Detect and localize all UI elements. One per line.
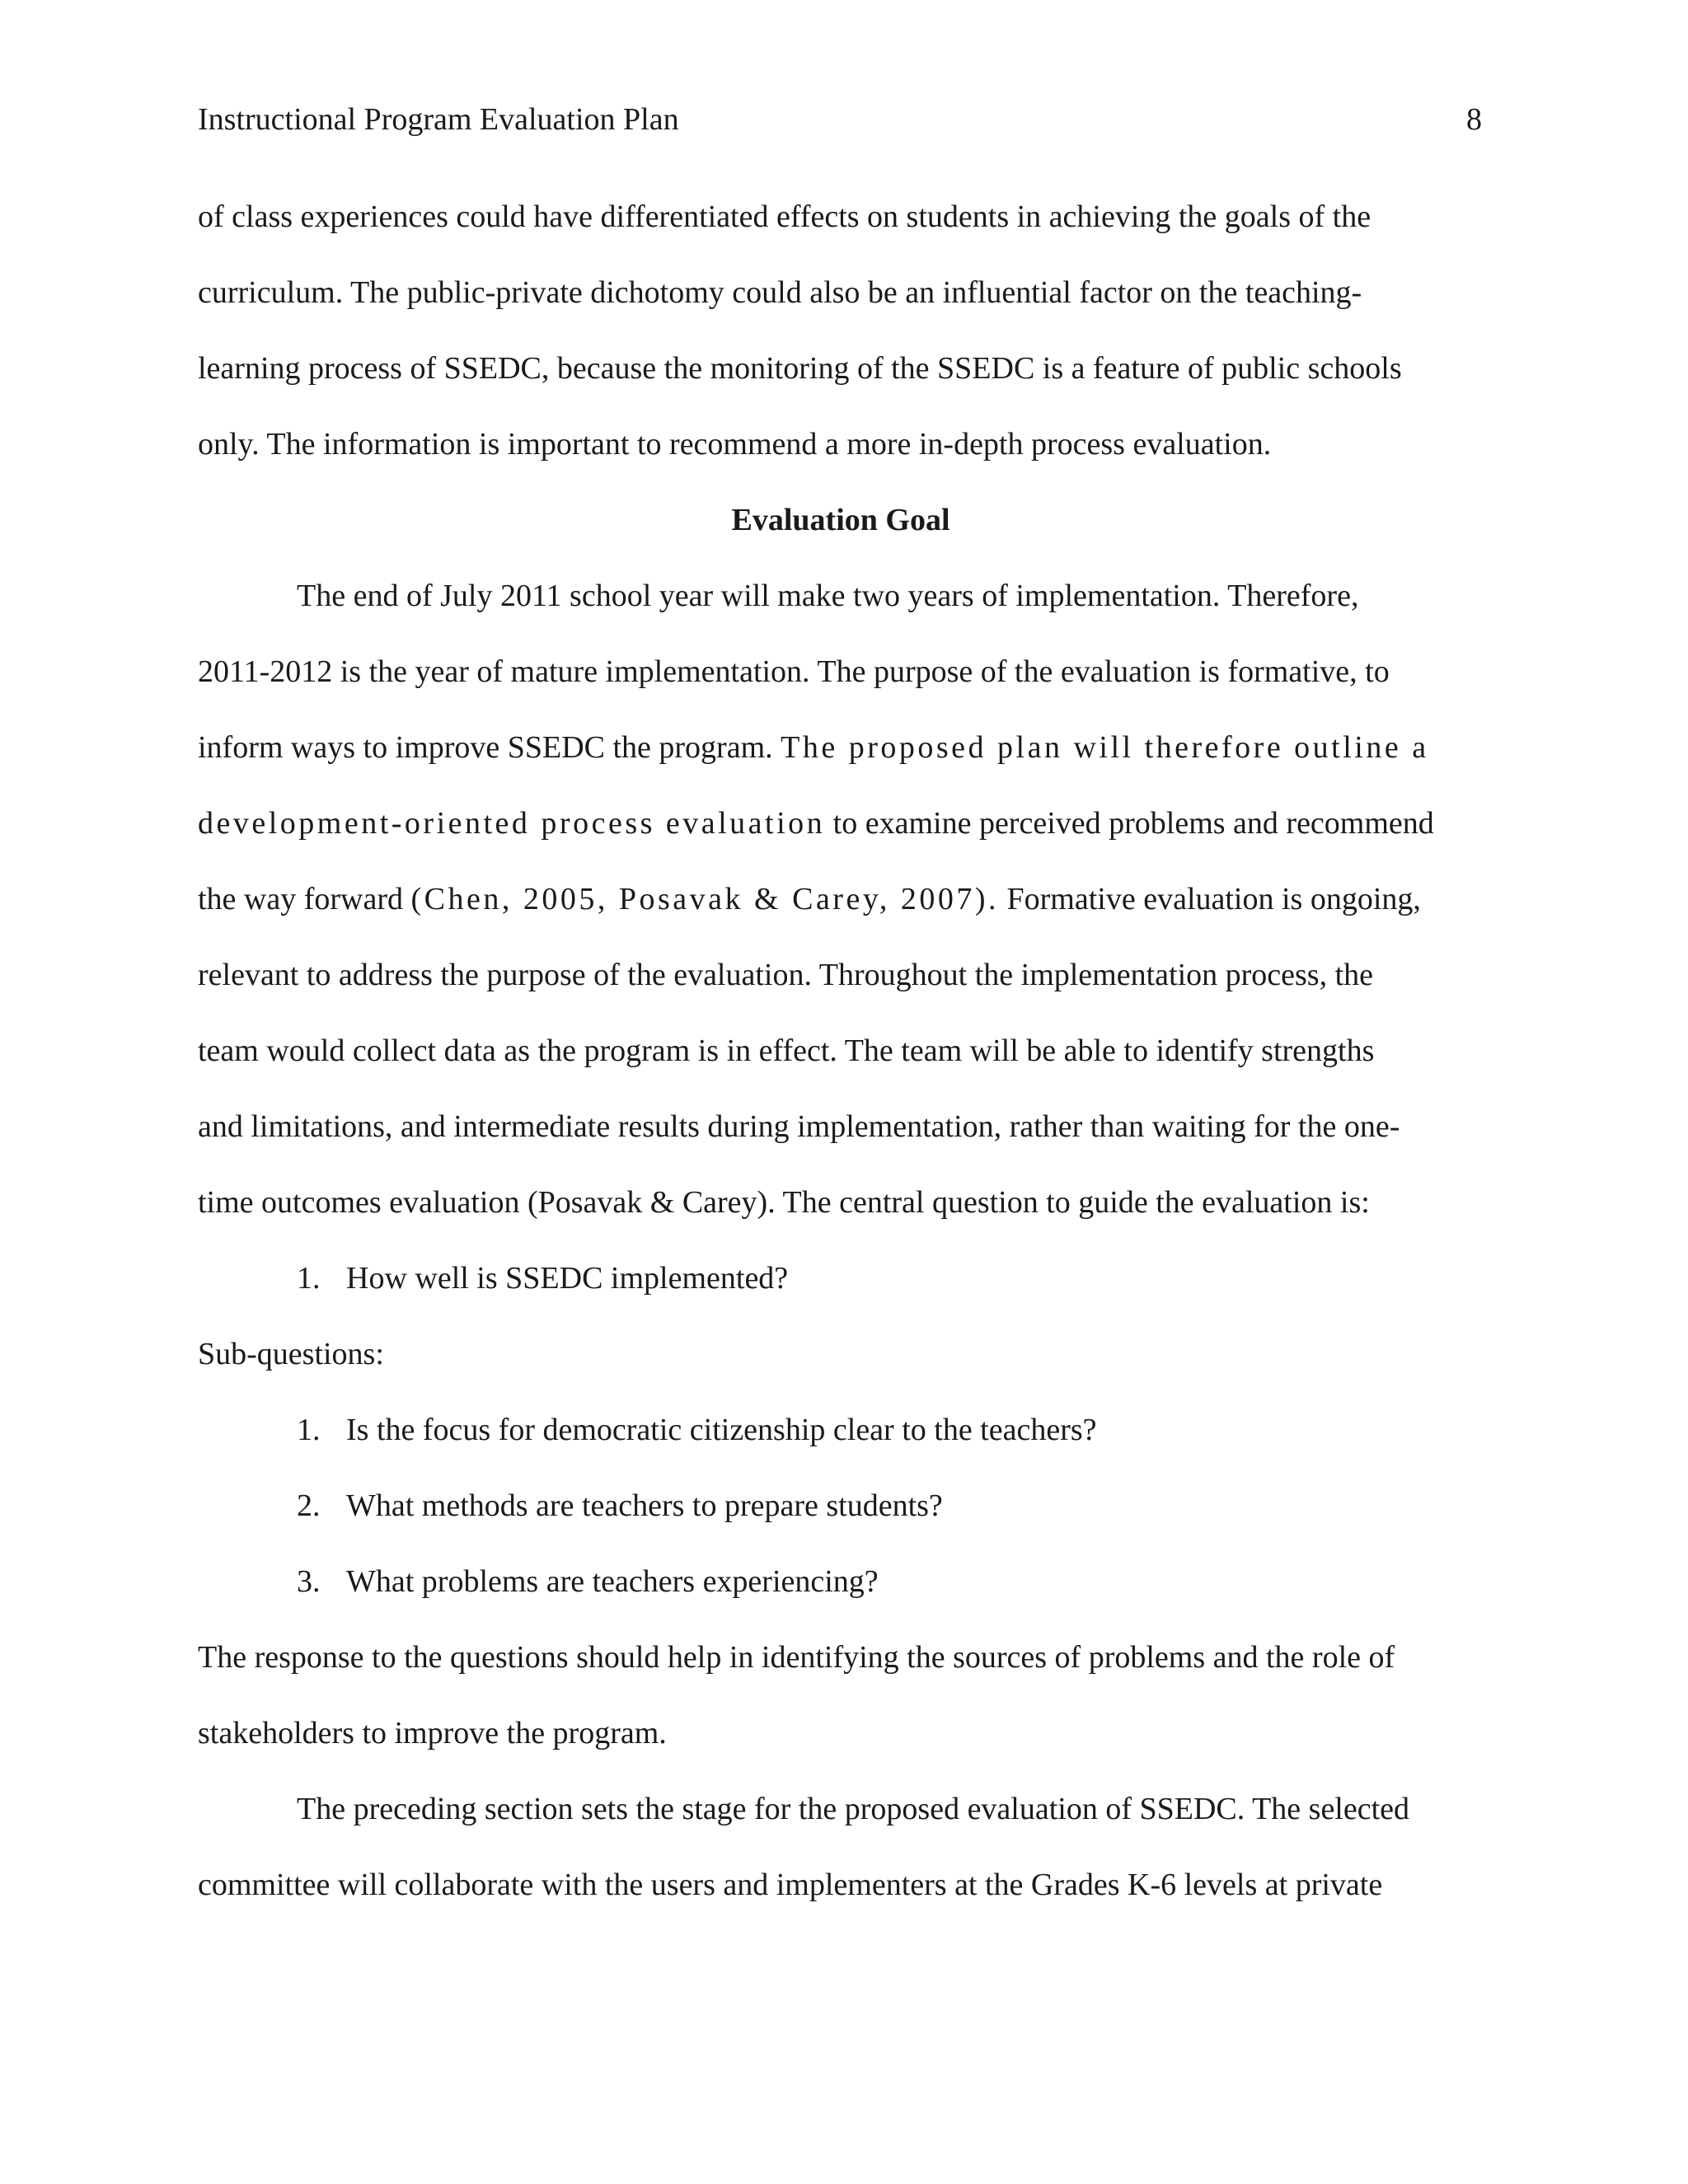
list-number: 1. [297,1413,321,1447]
paragraph-line: committee will collaborate with the users and implementers at the Grades K-6 levels at private [198,1868,1383,1902]
list-item-text: What methods are teachers to prepare students? [346,1488,943,1523]
paragraph-line: stakeholders to improve the program. [198,1716,667,1750]
section-heading: Evaluation Goal [731,503,950,537]
list-item-text: What problems are teachers experiencing? [346,1564,879,1599]
paragraph-line: and limitations, and intermediate results during implementation, rather than waiting for the one- [198,1109,1400,1144]
body-text [198,192,1484,1936]
page-number: 8 [1466,102,1482,137]
list-item-text: How well is SSEDC implemented? [346,1261,789,1296]
sub-questions-label: Sub-questions: [198,1337,384,1371]
paragraph-line [198,874,1484,950]
paragraph-line [198,723,1484,799]
list-number: 1. [297,1261,321,1296]
paragraph-line: The response to the questions should help in identifying the sources of problems and the role of [198,1640,1395,1675]
sub-question-item [198,1405,1484,1481]
text-segment: inform ways to improve SSEDC the program. [198,730,773,765]
paragraph-line: team would collect data as the program is in effect. The team will be able to identify strengths [198,1033,1375,1068]
paragraph-line: 2011-2012 is the year of mature implementation. The purpose of the evaluation is formative, to [198,654,1390,689]
list-item-text: Is the focus for democratic citizenship clear to the teachers? [346,1413,1097,1447]
paragraph-line: The preceding section sets the stage for the proposed evaluation of SSEDC. The selected [297,1792,1410,1826]
header-title: Instructional Program Evaluation Plan [198,102,679,137]
text-segment: to examine perceived problems and recommend [832,806,1434,841]
paragraph-line: curriculum. The public-private dichotomy could also be an influential factor on the teaching- [198,275,1362,310]
central-question-item [198,1254,1484,1329]
spaced-text-segment: The proposed plan will therefore outline a [781,730,1429,765]
paragraph-line: of class experiences could have differentiated effects on students in achieving the goals of the [198,199,1372,234]
spaced-text-segment: development-oriented process evaluation [198,806,826,841]
citation-segment: (Chen, 2005, Posavak & Carey, 2007). [410,882,1000,916]
sub-question-item [198,1557,1484,1633]
paragraph-line: learning process of SSEDC, because the monitoring of the SSEDC is a feature of public schools [198,351,1402,386]
text-segment: Formative evaluation is ongoing, [1006,882,1421,916]
paragraph-line: time outcomes evaluation (Posavak & Carey). The central question to guide the evaluation is: [198,1185,1370,1220]
running-header [198,95,1482,144]
paragraph-line [198,799,1484,874]
paragraph-line: relevant to address the purpose of the evaluation. Throughout the implementation process, the [198,958,1374,992]
sub-question-item [198,1481,1484,1557]
paragraph-line: The end of July 2011 school year will make two years of implementation. Therefore, [297,579,1359,613]
list-number: 3. [297,1564,321,1599]
list-number: 2. [297,1488,321,1523]
paragraph-line: only. The information is important to recommend a more in-depth process evaluation. [198,427,1272,462]
text-segment: the way forward [198,882,404,916]
